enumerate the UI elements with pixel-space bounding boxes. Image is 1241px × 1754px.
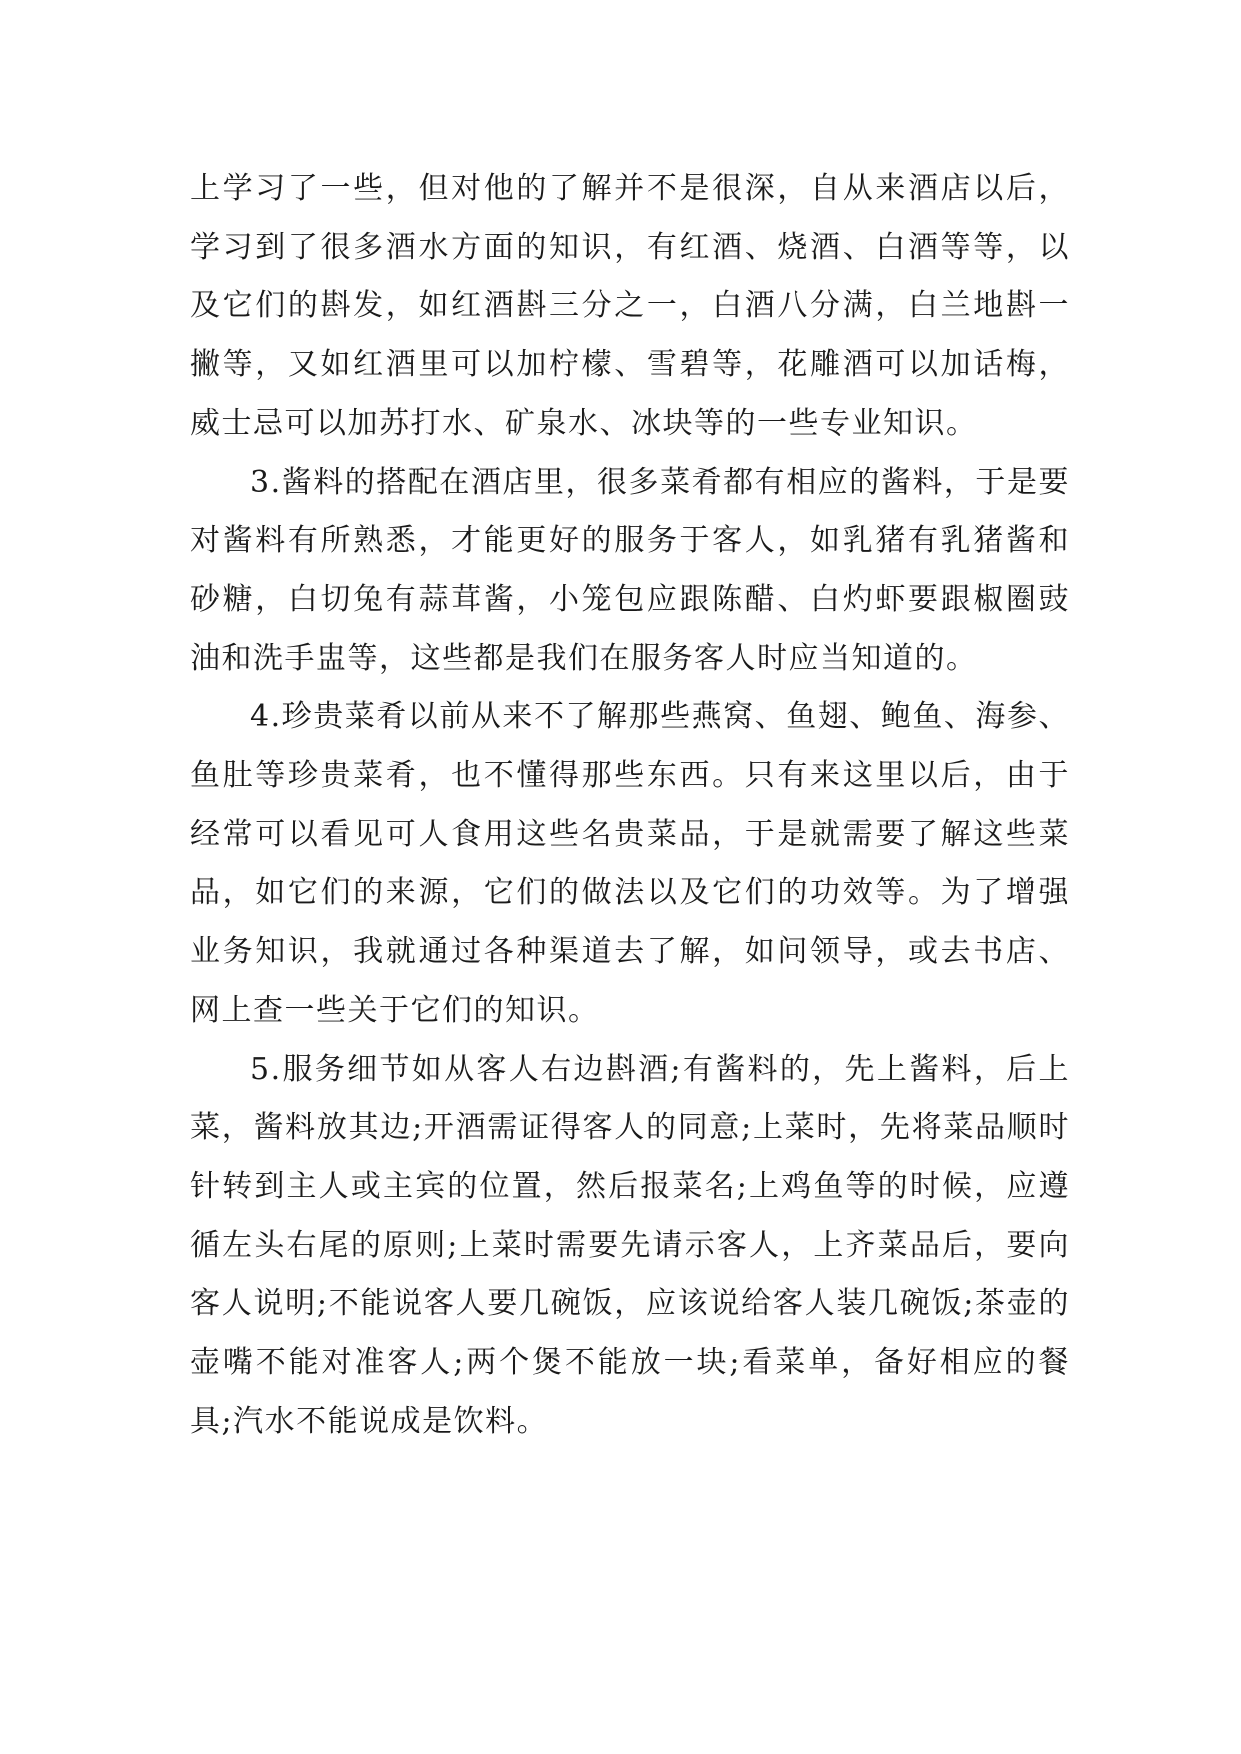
paragraph-service-details: 5.服务细节如从客人右边斟酒;有酱料的，先上酱料，后上菜，酱料放其边;开酒需证得客人的同意;上菜时，先将菜品顺时针转到主人或主宾的位置，然后报菜名;上鸡鱼等的时候，应遵循左头右尾的原则;上菜时需要先请示客人，上齐菜品后，要向客人说明;不能说客人要几碗饭，应该说给客人装几碗饭;茶壶的壶嘴不能对准客人;两个煲不能放一块;看菜单，备好相应的餐具;汽水不能说成是饮料。: [190, 1051, 1070, 1439]
paragraph-wine-knowledge: 上学习了一些，但对他的了解并不是很深，自从来酒店以后，学习到了很多酒水方面的知识，有红酒、烧酒、白酒等等，以及它们的斟发，如红酒斟三分之一，白酒八分满，白兰地斟一撇等，又如红酒里可以加柠檬、雪碧等，花雕酒可以加话梅，威士忌可以加苏打水、矿泉水、冰块等的一些专业知识。: [190, 171, 1070, 441]
document-body: [190, 160, 1070, 1451]
paragraph-sauce-pairing: 3.酱料的搭配在酒店里，很多菜肴都有相应的酱料，于是要对酱料有所熟悉，才能更好的服务于客人，如乳猪有乳猪酱和砂糖，白切兔有蒜茸酱，小笼包应跟陈醋、白灼虾要跟椒圈豉油和洗手盅等，这些都是我们在服务客人时应当知道的。: [190, 464, 1070, 676]
paragraph-precious-dishes: 4.珍贵菜肴以前从来不了解那些燕窝、鱼翅、鲍鱼、海参、鱼肚等珍贵菜肴，也不懂得那些东西。只有来这里以后，由于经常可以看见可人食用这些名贵菜品，于是就需要了解这些菜品，如它们的来源，它们的做法以及它们的功效等。为了增强业务知识，我就通过各种渠道去了解，如问领导，或去书店、网上查一些关于它们的知识。: [190, 699, 1070, 1028]
